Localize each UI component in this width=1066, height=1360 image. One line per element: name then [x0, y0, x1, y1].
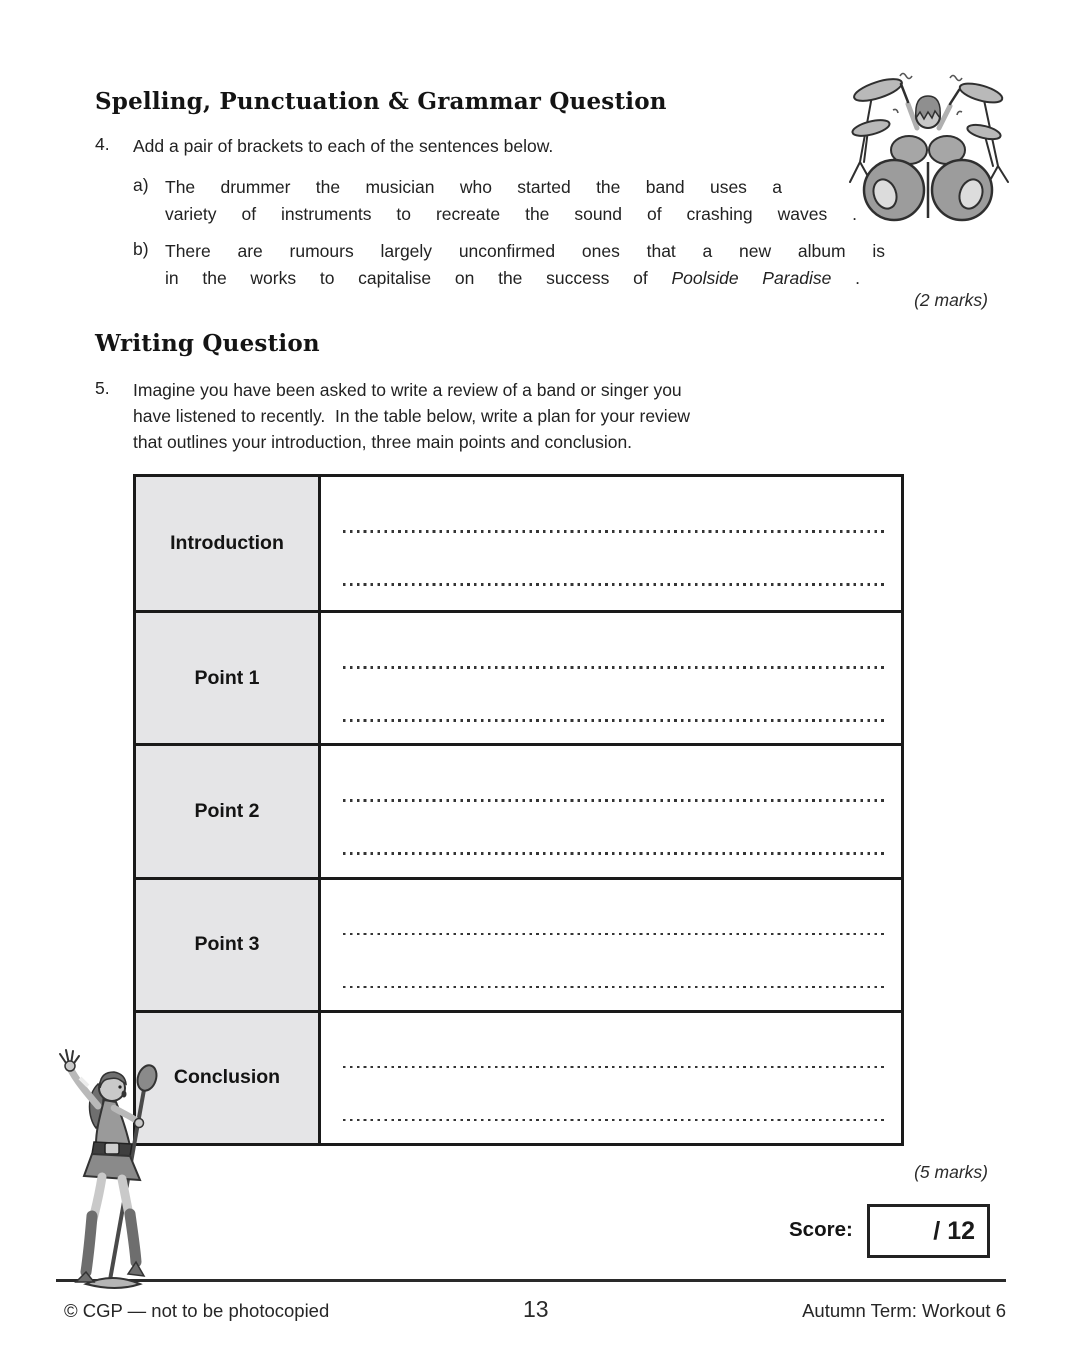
- q4-marks-note: (2 marks): [914, 290, 988, 310]
- album-title-italic: Poolside Paradise: [671, 268, 832, 288]
- spg-section-heading: Spelling, Punctuation & Grammar Question: [95, 88, 667, 115]
- plan-row-label: Introduction: [136, 477, 321, 610]
- question-5-line-2: have listened to recently. In the table below, write a plan for your review: [133, 406, 691, 426]
- plan-answer-cell: [321, 610, 901, 743]
- plan-row-label: Point 3: [136, 877, 321, 1010]
- answer-line: [343, 583, 885, 586]
- answer-line: [343, 666, 885, 669]
- answer-line: [343, 719, 885, 722]
- sentence-b-line-2-text: in the works to capitalise on the success of: [165, 268, 648, 288]
- answer-line: [343, 986, 885, 989]
- sentence-b-line-1: There are rumours largely unconfirmed ones that a new album is: [165, 241, 885, 261]
- drummer-illustration: [838, 66, 1018, 238]
- footer-copyright: © CGP — not to be photocopied: [64, 1300, 330, 1321]
- footer-rule: [56, 1279, 1006, 1282]
- plan-answer-cell: [321, 743, 901, 876]
- answer-line: [343, 1066, 885, 1069]
- plan-answer-cell: [321, 477, 901, 610]
- sentence-a-line-2: variety of instruments to recreate the sound of crashing waves .: [165, 204, 857, 224]
- part-a-label: a): [133, 175, 149, 195]
- review-plan-table: [133, 474, 904, 1146]
- answer-line: [343, 799, 885, 802]
- score-label: Score:: [789, 1218, 853, 1241]
- writing-section-heading: Writing Question: [95, 330, 320, 357]
- question-5-line-1: Imagine you have been asked to write a review of a band or singer you: [133, 380, 682, 400]
- sentence-b-line-2: [165, 265, 860, 292]
- question-4-number: 4.: [95, 134, 110, 154]
- answer-line: [343, 1119, 885, 1122]
- score-box: [867, 1204, 990, 1258]
- page-number: 13: [523, 1296, 549, 1322]
- singer-illustration: [46, 1044, 191, 1294]
- footer-workout-title: Autumn Term: Workout 6: [802, 1300, 1006, 1321]
- plan-answer-cell: [321, 877, 901, 1010]
- answer-line: [343, 852, 885, 855]
- q5-marks-note: (5 marks): [914, 1162, 988, 1182]
- score-value: / 12: [933, 1216, 975, 1245]
- plan-row-label: Conclusion: [136, 1010, 321, 1143]
- plan-row-label: Point 2: [136, 743, 321, 876]
- part-b-label: b): [133, 239, 149, 259]
- plan-row-label: Point 1: [136, 610, 321, 743]
- sentence-b-line-2-end: .: [855, 268, 860, 288]
- question-5-number: 5.: [95, 378, 110, 398]
- plan-answer-cell: [321, 1010, 901, 1143]
- sentence-a-line-1: The drummer the musician who started the band uses a: [165, 177, 782, 197]
- answer-line: [343, 530, 885, 533]
- question-5-line-3: that outlines your introduction, three main points and conclusion.: [133, 432, 633, 452]
- answer-line: [343, 933, 885, 936]
- question-4-prompt: Add a pair of brackets to each of the sentences below.: [133, 136, 554, 156]
